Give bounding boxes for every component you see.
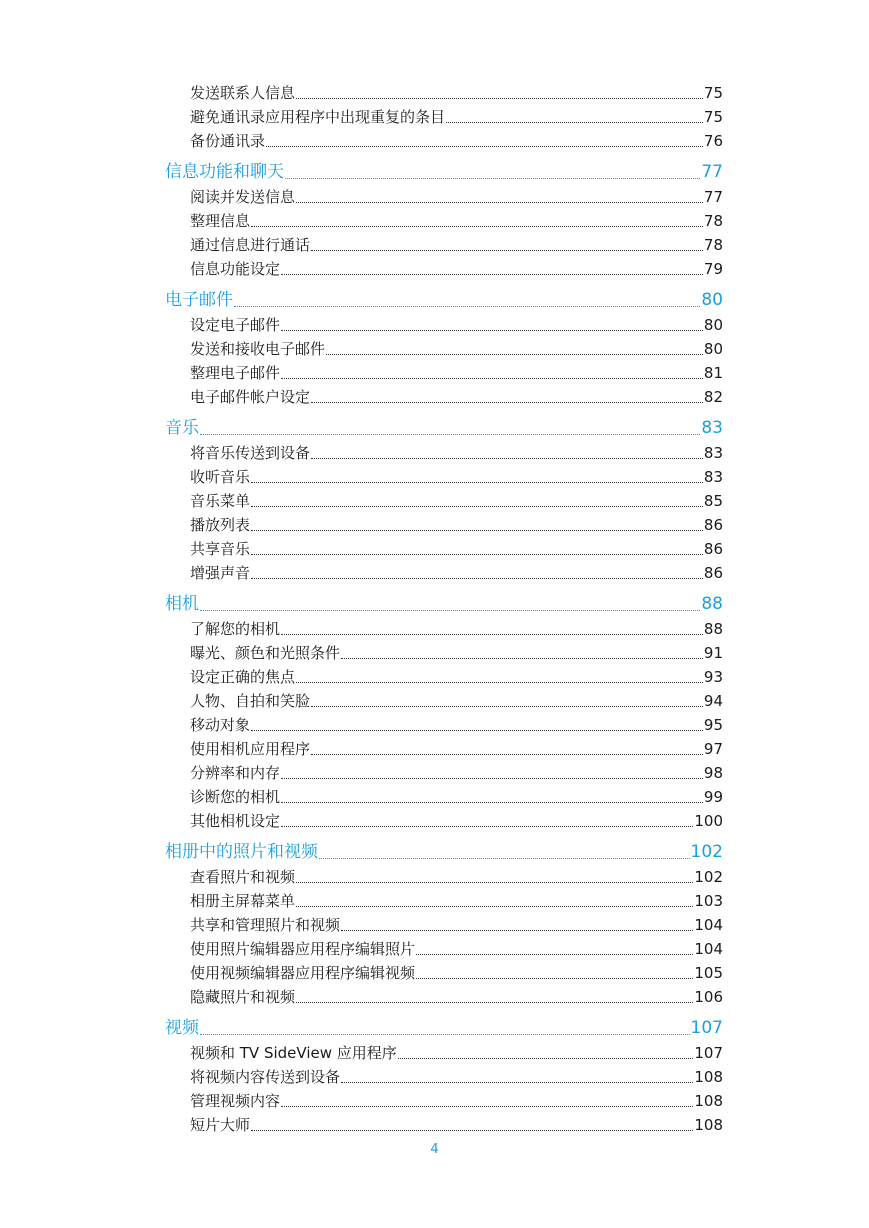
toc-section-entry[interactable] [0,360,869,384]
dot-leader [281,802,703,803]
toc-entry-page: 104 [694,916,723,934]
toc-entry-title: 增强声音 [190,564,251,582]
dot-leader [296,202,703,203]
dot-leader [234,306,700,307]
toc-entry-title: 共享和管理照片和视频 [190,916,341,934]
toc-entry-page: 83 [703,468,723,486]
toc-section-entry[interactable] [0,488,869,512]
toc-section-entry[interactable] [0,80,869,104]
toc-entry-title: 音乐菜单 [190,492,251,510]
dot-leader [398,1058,694,1059]
toc-entry-title: 共享音乐 [190,540,251,558]
toc-section-entry[interactable] [0,104,869,128]
dot-leader [416,954,693,955]
dot-leader [311,402,703,403]
toc-entry-title: 分辨率和内存 [190,764,281,782]
toc-entry-title: 电子邮件帐户设定 [190,388,311,406]
dot-leader [251,554,703,555]
toc-entry-page: 78 [703,236,723,254]
toc-chapter-entry[interactable] [0,838,869,864]
toc-entry-page: 93 [703,668,723,686]
toc-entry-page: 94 [703,692,723,710]
toc-entry-page: 108 [694,1116,723,1134]
toc-entry-page: 77 [703,188,723,206]
toc-entry-title: 查看照片和视频 [190,868,296,886]
dot-leader [281,1106,693,1107]
toc-section-entry[interactable] [0,384,869,408]
dot-leader [341,1082,693,1083]
toc-section-entry[interactable] [0,960,869,984]
toc-section-entry[interactable] [0,888,869,912]
toc-section-entry[interactable] [0,688,869,712]
toc-entry-title: 使用照片编辑器应用程序编辑照片 [190,940,416,958]
toc-entry-page: 86 [703,540,723,558]
toc-entry-page: 77 [701,162,723,182]
toc-section-entry[interactable] [0,232,869,256]
toc-section-entry[interactable] [0,1088,869,1112]
toc-entry-title: 备份通讯录 [190,132,266,150]
toc-entry-page: 102 [694,868,723,886]
toc-entry-title: 相册中的照片和视频 [165,842,318,862]
toc-section-entry[interactable] [0,336,869,360]
toc-entry-title: 诊断您的相机 [190,788,281,806]
toc-section-entry[interactable] [0,616,869,640]
toc-entry-page: 103 [694,892,723,910]
dot-leader [251,226,703,227]
toc-entry-page: 75 [703,108,723,126]
toc-section-entry[interactable] [0,464,869,488]
dot-leader [281,378,703,379]
toc-section-entry[interactable] [0,1040,869,1064]
toc-entry-page: 88 [701,594,723,614]
dot-leader [296,98,703,99]
toc-entry-title: 音乐 [165,418,199,438]
toc-entry-page: 83 [701,418,723,438]
toc-section-entry[interactable] [0,184,869,208]
toc-entry-title: 设定正确的焦点 [190,668,296,686]
dot-leader [341,930,693,931]
toc-entry-page: 75 [703,84,723,102]
toc-chapter-entry[interactable] [0,286,869,312]
toc-entry-page: 78 [703,212,723,230]
toc-entry-title: 播放列表 [190,516,251,534]
dot-leader [200,434,700,435]
toc-entry-title: 发送和接收电子邮件 [190,340,326,358]
toc-section-entry[interactable] [0,1112,869,1136]
toc-entry-title: 将视频内容传送到设备 [190,1068,341,1086]
toc-section-entry[interactable] [0,560,869,584]
toc-chapter-entry[interactable] [0,158,869,184]
dot-leader [251,482,703,483]
toc-entry-page: 76 [703,132,723,150]
dot-leader [311,250,703,251]
toc-section-entry[interactable] [0,256,869,280]
toc-entry-title: 收听音乐 [190,468,251,486]
dot-leader [311,706,703,707]
dot-leader [296,682,703,683]
toc-entry-title: 整理电子邮件 [190,364,281,382]
toc-entry-page: 102 [690,842,723,862]
dot-leader [296,882,693,883]
dot-leader [341,658,703,659]
dot-leader [200,1034,690,1035]
toc-chapter-entry[interactable] [0,590,869,616]
toc-entry-title: 了解您的相机 [190,620,281,638]
toc-section-entry[interactable] [0,864,869,888]
toc-chapter-entry[interactable] [0,414,869,440]
toc-entry-title: 信息功能设定 [190,260,281,278]
toc-entry-title: 通过信息进行通话 [190,236,311,254]
page-number: 4 [430,1142,439,1157]
toc-section-entry[interactable] [0,512,869,536]
toc-entry-title: 移动对象 [190,716,251,734]
toc-entry-page: 98 [703,764,723,782]
toc-entry-title: 将音乐传送到设备 [190,444,311,462]
toc-entry-page: 95 [703,716,723,734]
toc-entry-title: 设定电子邮件 [190,316,281,334]
toc-entry-page: 105 [694,964,723,982]
toc-entry-title: 人物、自拍和笑脸 [190,692,311,710]
dot-leader [311,754,703,755]
toc-entry-title: 隐藏照片和视频 [190,988,296,1006]
dot-leader [319,858,690,859]
toc-entry-title: 管理视频内容 [190,1092,281,1110]
toc-section-entry[interactable] [0,912,869,936]
toc-entry-page: 108 [694,1068,723,1086]
dot-leader [281,634,703,635]
toc-entry-page: 85 [703,492,723,510]
dot-leader [251,730,703,731]
toc-chapter-entry[interactable] [0,1014,869,1040]
dot-leader [266,146,703,147]
toc-entry-title: 视频 [165,1018,199,1038]
toc-section-entry[interactable] [0,936,869,960]
dot-leader [326,354,703,355]
toc-entry-page: 80 [703,316,723,334]
toc-entry-page: 107 [690,1018,723,1038]
toc-section-entry[interactable] [0,440,869,464]
toc-entry-title: 视频和 TV SideView 应用程序 [190,1044,397,1062]
toc-section-entry[interactable] [0,712,869,736]
dot-leader [200,610,700,611]
toc-section-entry[interactable] [0,984,869,1008]
toc-entry-page: 81 [703,364,723,382]
toc-section-entry[interactable] [0,808,869,832]
toc-entry-title: 发送联系人信息 [190,84,296,102]
toc-entry-title: 短片大师 [190,1116,251,1134]
toc-section-entry[interactable] [0,128,869,152]
dot-leader [446,122,703,123]
toc-entry-page: 106 [694,988,723,1006]
toc-entry-page: 100 [694,812,723,830]
toc-entry-page: 83 [703,444,723,462]
toc-entry-title: 曝光、颜色和光照条件 [190,644,341,662]
dot-leader [281,778,703,779]
toc-section-entry[interactable] [0,736,869,760]
toc-entry-title: 相机 [165,594,199,614]
toc-entry-title: 避免通讯录应用程序中出现重复的条目 [190,108,446,126]
dot-leader [416,978,693,979]
toc-entry-page: 104 [694,940,723,958]
toc-entry-page: 108 [694,1092,723,1110]
toc-section-entry[interactable] [0,664,869,688]
dot-leader [251,530,703,531]
toc-entry-page: 91 [703,644,723,662]
toc-section-entry[interactable] [0,640,869,664]
toc-section-entry[interactable] [0,1064,869,1088]
toc-section-entry[interactable] [0,536,869,560]
toc-entry-page: 86 [703,564,723,582]
toc-entry-title: 使用视频编辑器应用程序编辑视频 [190,964,416,982]
toc-entry-title: 其他相机设定 [190,812,281,830]
toc-section-entry[interactable] [0,784,869,808]
dot-leader [285,178,700,179]
toc-section-entry[interactable] [0,208,869,232]
toc-entry-page: 86 [703,516,723,534]
toc-section-entry[interactable] [0,760,869,784]
toc-entry-page: 80 [701,290,723,310]
toc-entry-title: 电子邮件 [165,290,233,310]
dot-leader [281,826,693,827]
table-of-contents [0,80,869,1136]
dot-leader [251,1130,693,1131]
toc-entry-page: 80 [703,340,723,358]
toc-entry-page: 99 [703,788,723,806]
toc-entry-title: 使用相机应用程序 [190,740,311,758]
dot-leader [281,274,703,275]
toc-entry-title: 阅读并发送信息 [190,188,296,206]
toc-entry-page: 97 [703,740,723,758]
dot-leader [296,906,693,907]
dot-leader [281,330,703,331]
dot-leader [296,1002,693,1003]
toc-entry-title: 信息功能和聊天 [165,162,284,182]
toc-entry-page: 82 [703,388,723,406]
toc-entry-page: 107 [694,1044,723,1062]
toc-entry-title: 整理信息 [190,212,251,230]
dot-leader [311,458,703,459]
dot-leader [251,578,703,579]
dot-leader [251,506,703,507]
toc-section-entry[interactable] [0,312,869,336]
toc-entry-page: 88 [703,620,723,638]
toc-entry-page: 79 [703,260,723,278]
toc-entry-title: 相册主屏幕菜单 [190,892,296,910]
